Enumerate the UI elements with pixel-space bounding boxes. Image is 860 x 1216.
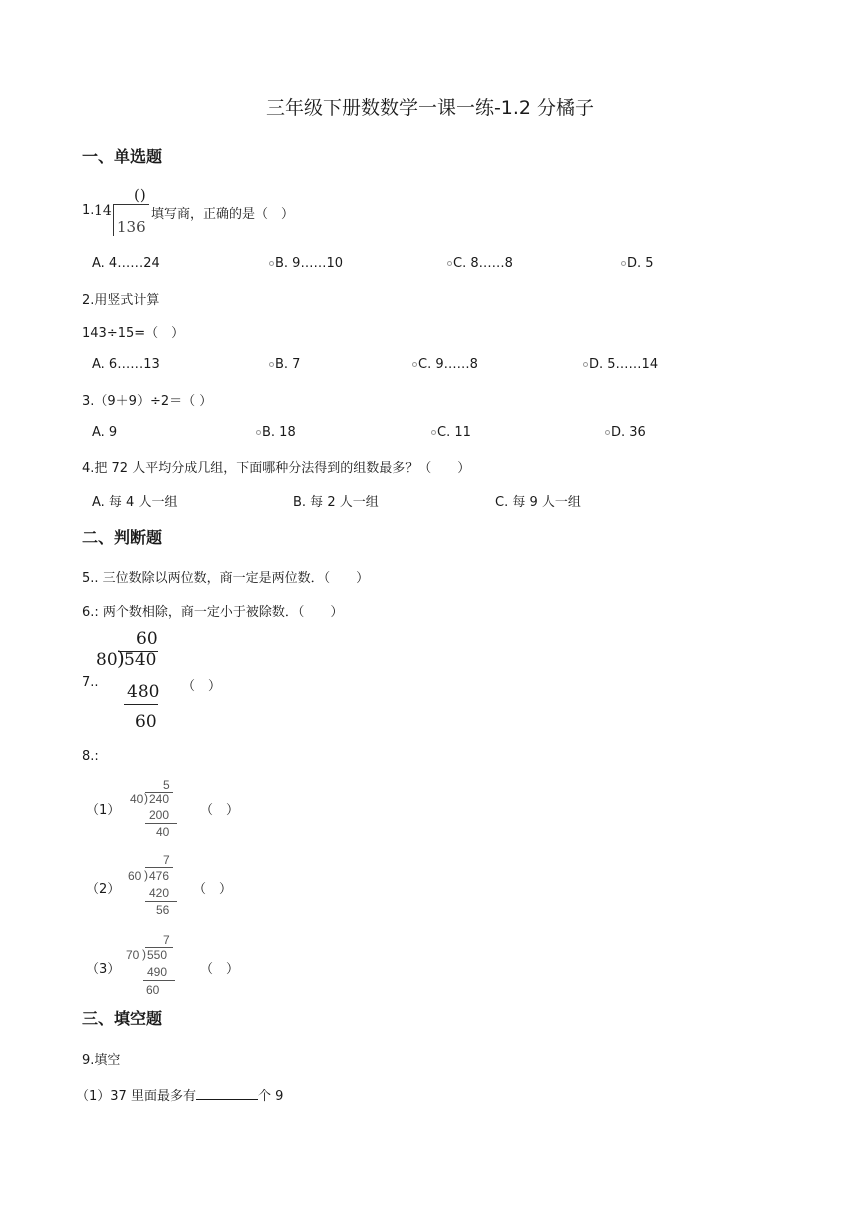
q9-text: 9.填空 [82, 1053, 121, 1068]
q3-option-c[interactable] [431, 425, 471, 440]
q4-option-a[interactable]: A. 每 4 人一组 [92, 495, 178, 510]
radio-icon [256, 430, 261, 435]
q8-number: 8.: [82, 749, 99, 764]
q2-option-d[interactable] [583, 357, 658, 372]
radio-icon [583, 362, 588, 367]
q9-sub-1-prefix: （1）37 里面最多有 [76, 1089, 196, 1104]
q7-quotient: 60 [136, 629, 158, 649]
q1-divisor: 14 [94, 203, 112, 219]
q8-item-3-paren[interactable]: （ ） [200, 962, 240, 977]
q7-divisor: 80 [96, 650, 118, 670]
q8-item-3-quotient: 7 [163, 933, 170, 947]
q8-item-3-label: （3） [86, 962, 121, 977]
option-label: B. 9……10 [275, 256, 343, 271]
option-label: C. 9……8 [418, 357, 478, 372]
q9-sub-1 [76, 1085, 283, 1104]
radio-icon [621, 261, 626, 266]
q1-division-bar [113, 204, 149, 205]
q7-number: 7.. [82, 675, 99, 690]
option-label: C. 11 [437, 425, 471, 440]
q8-item-3-bracket: ) [142, 947, 146, 961]
q7-subtract-line [124, 704, 158, 705]
q8-item-1-dividend: 240 [149, 792, 170, 806]
q8-item-3-product: 490 [147, 965, 168, 979]
q8-item-1-remainder: 40 [156, 825, 170, 839]
radio-icon [412, 362, 417, 367]
q2-option-a[interactable]: A. 6……13 [92, 357, 160, 372]
radio-icon [269, 261, 274, 266]
q1-quotient: () [134, 186, 146, 204]
q8-item-2-bracket: ) [144, 868, 148, 882]
q8-item-3-subtract-line [143, 980, 175, 981]
q8-item-2-bar [145, 867, 173, 868]
section-heading-fill-in: 三、填空题 [82, 1009, 163, 1028]
q1-option-a[interactable]: A. 4……24 [92, 256, 160, 271]
option-label: D. 5……14 [589, 357, 659, 372]
option-label: B. 7 [275, 357, 301, 372]
q5-text: 5.. 三位数除以两位数，商一定是两位数．（ ） [82, 571, 370, 586]
q8-item-3-remainder: 60 [146, 983, 160, 997]
q6-text: 6.: 两个数相除，商一定小于被除数．（ ） [82, 605, 344, 620]
q8-item-2-product: 420 [149, 886, 170, 900]
q2-expression: 143÷15=（ ） [82, 326, 185, 341]
q7-dividend: 540 [124, 650, 157, 670]
q2-option-c[interactable] [412, 357, 478, 372]
q8-item-1-subtract-line [145, 823, 177, 824]
option-label: D. 36 [611, 425, 646, 440]
q8-item-1-product: 200 [149, 808, 170, 822]
q9-sub-1-blank[interactable] [196, 1087, 258, 1100]
q2-option-b[interactable] [269, 357, 300, 372]
q1-dividend: 136 [117, 218, 146, 236]
q8-item-1-bracket: ) [144, 791, 148, 805]
q7-product: 480 [127, 682, 160, 702]
radio-icon [605, 430, 610, 435]
q8-item-2-paren[interactable]: （ ） [193, 882, 233, 897]
question-number: 1. [82, 203, 95, 218]
q3-option-b[interactable] [256, 425, 296, 440]
q8-item-2-divisor: 60 [128, 869, 142, 883]
q8-item-1-label: （1） [86, 803, 121, 818]
q8-item-1-paren[interactable]: （ ） [200, 803, 240, 818]
q9-sub-1-suffix: 个 9 [257, 1089, 284, 1104]
q3-option-a[interactable]: A. 9 [92, 425, 118, 440]
option-label: C. 8……8 [453, 256, 513, 271]
q4-option-c[interactable]: C. 每 9 人一组 [495, 495, 581, 510]
q8-item-2-remainder: 56 [156, 903, 170, 917]
page-title: 三年级下册数数学一课一练-1.2 分橘子 [265, 97, 595, 119]
q8-item-3-dividend: 550 [147, 948, 168, 962]
q8-item-2-quotient: 7 [163, 853, 170, 867]
q1-division-bracket [113, 204, 114, 236]
question-1 [82, 203, 94, 218]
q8-item-3-divisor: 70 [126, 948, 140, 962]
radio-icon [269, 362, 274, 367]
q3-option-d[interactable] [605, 425, 646, 440]
section-heading-single-choice: 一、单选题 [82, 147, 163, 166]
q8-item-2-dividend: 476 [149, 869, 170, 883]
radio-icon [447, 261, 452, 266]
q1-text: 填写商，正确的是（ ） [151, 207, 295, 222]
q1-option-c[interactable] [447, 256, 513, 271]
option-label: D. 5 [627, 256, 654, 271]
q7-bracket: ) [117, 646, 125, 670]
radio-icon [431, 430, 436, 435]
section-heading-true-false: 二、判断题 [82, 528, 163, 547]
q2-text: 2.用竖式计算 [82, 293, 160, 308]
q7-remainder: 60 [135, 712, 157, 732]
option-label: B. 18 [262, 425, 296, 440]
q8-item-2-label: （2） [86, 882, 121, 897]
q4-option-b[interactable]: B. 每 2 人一组 [293, 495, 379, 510]
q8-item-2-subtract-line [145, 901, 177, 902]
q8-item-1-divisor: 40 [130, 792, 144, 806]
q1-option-d[interactable] [621, 256, 654, 271]
q4-text: 4.把 72 人平均分成几组，下面哪种分法得到的组数最多？（ ） [82, 461, 471, 476]
q7-answer-paren[interactable]: （ ） [182, 679, 222, 694]
q3-text: 3.（9＋9）÷2＝（ ） [82, 394, 213, 409]
q1-option-b[interactable] [269, 256, 343, 271]
q8-item-1-quotient: 5 [163, 778, 170, 792]
